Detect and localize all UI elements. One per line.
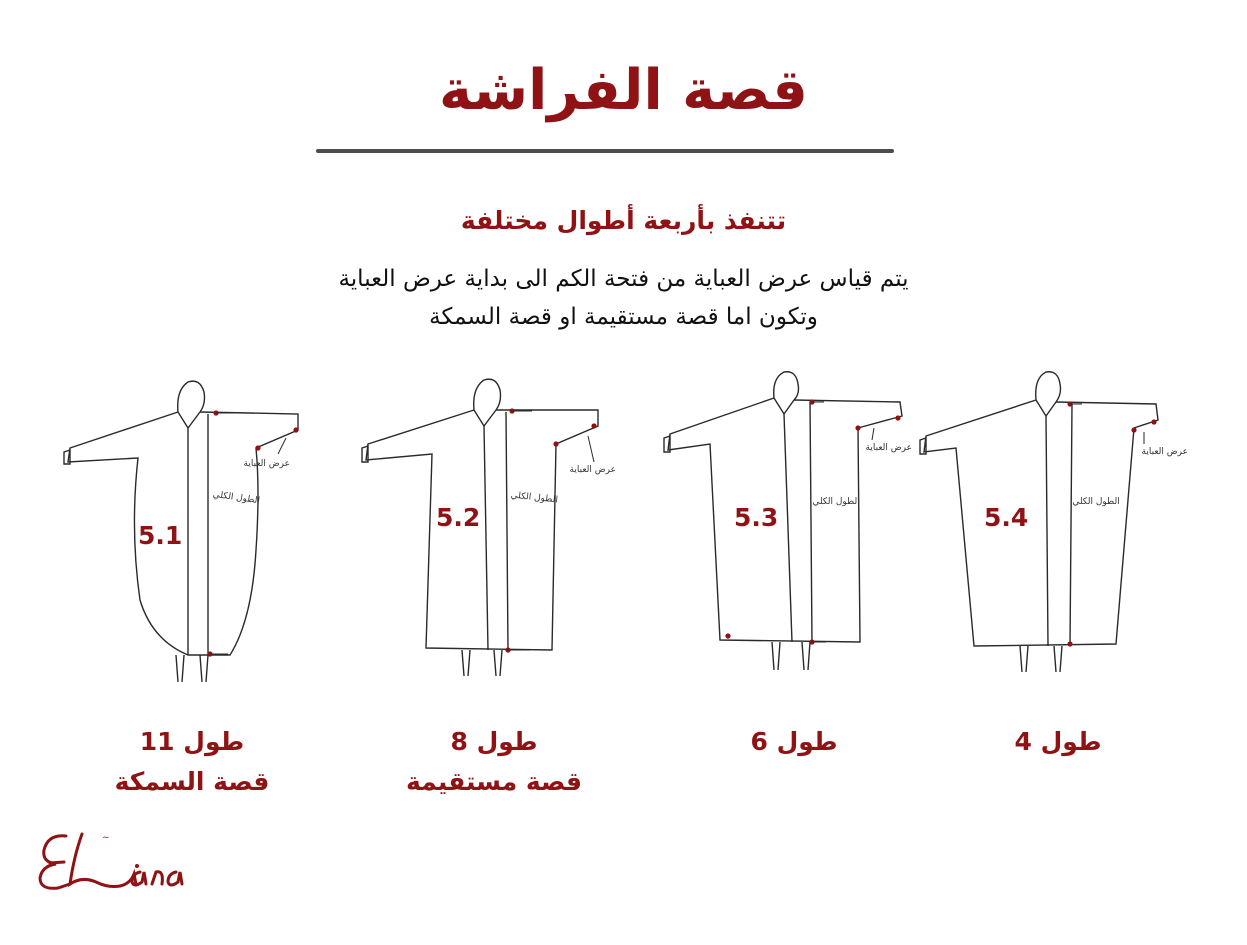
page-subtitle: تتنفذ بأربعة أطوال مختلفة [460,206,787,235]
figure-caption [62,722,322,802]
title-divider [316,149,894,153]
description [0,260,1247,336]
logo-swirl: ~ [102,833,110,843]
caption-cut: قصة السمكة [114,767,270,796]
caption-cut: قصة مستقيمة [405,767,583,796]
width-label: عرض العباية [569,465,616,475]
figure-number: 5.2 [436,503,481,532]
width-label: عرض العباية [865,443,912,453]
abaya-figure-3 [664,370,924,690]
width-label: عرض العباية [1141,447,1188,457]
caption-length: طول 6 [750,727,838,756]
caption-length: طول 11 [139,727,245,756]
abaya-figure-4 [920,370,1200,690]
caption-length: طول 8 [450,727,538,756]
abaya-figure-1 [60,370,320,690]
length-label: الطول الكلي [510,490,559,506]
figure-number: 5.1 [138,521,183,550]
figure-caption [364,722,624,802]
brand-logo [36,826,246,900]
length-label: الطول الكلي [812,497,860,507]
abaya-figure-2 [362,370,622,690]
figure-caption [664,722,924,762]
description-line: وتكون اما قصة مستقيمة او قصة السمكة [429,304,818,330]
figure-number: 5.3 [734,503,779,532]
length-label: الطول الكلي [212,489,261,507]
length-label: الطول الكلي [1072,497,1120,507]
description-line: يتم قياس عرض العباية من فتحة الكم الى بداية عرض العباية [338,266,909,292]
caption-length: طول 4 [1014,727,1102,756]
figure-number: 5.4 [984,503,1029,532]
figure-caption [928,722,1188,762]
page-title: قصة الفراشة [439,58,808,123]
width-label: عرض العباية [243,459,290,469]
